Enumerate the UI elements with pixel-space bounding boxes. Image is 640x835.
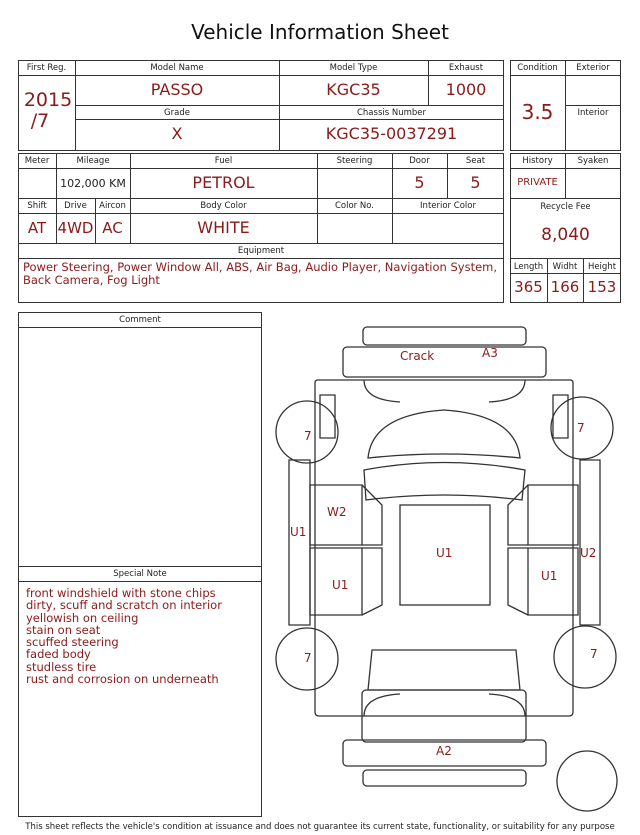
syaken-label: Syaken xyxy=(577,156,609,166)
interior-color-label: Interior Color xyxy=(420,201,476,211)
length-value: 365 xyxy=(514,278,543,296)
height-value: 153 xyxy=(587,278,617,296)
rear-window xyxy=(368,650,520,690)
front-bumper xyxy=(363,327,526,345)
aircon-value: AC xyxy=(102,219,123,237)
history-value: PRIVATE xyxy=(517,177,558,188)
special-note-item: yellowish on ceiling xyxy=(26,610,139,625)
first-reg-label: First Reg. xyxy=(26,63,67,73)
grade-label: Grade xyxy=(164,108,190,118)
tire-rear-right xyxy=(554,626,616,688)
shift-label: Shift xyxy=(27,201,47,211)
model-type-value: KGC35 xyxy=(326,80,381,99)
shift-value: AT xyxy=(27,219,47,237)
special-note-item: studless tire xyxy=(26,659,97,674)
model-type-label: Model Type xyxy=(329,63,378,73)
exterior-label: Exterior xyxy=(576,63,610,73)
right-front-door xyxy=(528,485,578,545)
special-note-item: dirty, scuff and scratch on interior xyxy=(26,598,222,613)
exhaust-label: Exhaust xyxy=(448,63,484,73)
mark-tire-fl: 7 xyxy=(304,429,312,443)
drive-label: Drive xyxy=(64,201,87,211)
rear-panel xyxy=(363,770,526,786)
mark-u1-rear-left: U1 xyxy=(332,578,349,592)
mark-tire-rl: 7 xyxy=(304,651,312,665)
grade-value: X xyxy=(171,124,183,143)
recycle-fee-value: 8,040 xyxy=(541,225,590,245)
interior-label: Interior xyxy=(577,108,609,118)
front-windshield xyxy=(368,410,520,458)
body-color-label: Body Color xyxy=(200,201,247,211)
comment-label: Comment xyxy=(119,315,161,325)
width-label: Widht xyxy=(552,262,578,272)
fuel-label: Fuel xyxy=(214,156,233,166)
chassis-number-label: Chassis Number xyxy=(356,108,427,118)
door-value: 5 xyxy=(414,173,425,192)
color-no-label: Color No. xyxy=(334,201,374,211)
mileage-label: Mileage xyxy=(76,156,110,166)
spare-tire xyxy=(557,751,617,811)
first-reg-year: 2015 xyxy=(23,89,73,111)
mark-a3: A3 xyxy=(482,346,498,360)
model-name-label: Model Name xyxy=(150,63,204,73)
meter-label: Meter xyxy=(24,156,50,166)
mark-w2: W2 xyxy=(327,505,347,519)
seat-label: Seat xyxy=(465,156,486,166)
exhaust-value: 1000 xyxy=(445,80,487,99)
first-reg-month: /7 xyxy=(30,110,50,132)
sheet-title: Vehicle Information Sheet xyxy=(191,20,449,44)
equipment-label: Equipment xyxy=(237,246,285,256)
special-note-label: Special Note xyxy=(113,569,167,579)
fuel-value: PETROL xyxy=(192,173,255,192)
equipment-value: Power Steering, Power Window All, ABS, Air Bag, Audio Player, Navigation System, Back Camera, Fog Light xyxy=(23,260,498,287)
special-note-item: stain on seat xyxy=(26,622,101,637)
steering-label: Steering xyxy=(336,156,373,166)
mileage-value: 102,000 KM xyxy=(60,177,126,190)
mark-u1-roof: U1 xyxy=(436,546,453,560)
seat-value: 5 xyxy=(470,173,481,192)
special-note-item: rust and corrosion on underneath xyxy=(26,672,219,687)
width-value: 166 xyxy=(550,278,580,296)
right-front-fender xyxy=(580,460,600,625)
mark-a2: A2 xyxy=(436,744,452,758)
mark-tire-fr: 7 xyxy=(577,421,585,435)
height-label: Height xyxy=(587,262,617,272)
recycle-fee-label: Recycle Fee xyxy=(540,202,591,212)
drive-value: 4WD xyxy=(57,219,94,237)
left-front-fender xyxy=(289,460,310,625)
body-color-value: WHITE xyxy=(197,218,250,237)
mark-tire-rr: 7 xyxy=(590,647,598,661)
disclaimer-footer: This sheet reflects the vehicle's condition at issuance and does not guarantee its current state, functionality, or suitability for any purpose xyxy=(25,822,615,832)
mark-u1-rear-right: U1 xyxy=(541,569,558,583)
special-note-item: faded body xyxy=(26,647,91,662)
hood xyxy=(343,347,546,377)
history-label: History xyxy=(522,156,553,166)
door-label: Door xyxy=(409,156,430,166)
mark-u2: U2 xyxy=(580,546,597,560)
car-damage-diagram xyxy=(268,320,630,820)
comment-box xyxy=(18,312,262,817)
special-note-item: front windshield with stone chips xyxy=(26,586,216,600)
special-note-item: scuffed steering xyxy=(26,635,119,650)
model-name-value: PASSO xyxy=(150,80,204,99)
mark-u1-left: U1 xyxy=(290,525,307,539)
special-note-list xyxy=(26,587,260,685)
condition-value: 3.5 xyxy=(521,100,554,124)
aircon-label: Aircon xyxy=(99,201,126,211)
mark-crack: Crack xyxy=(400,349,435,363)
length-label: Length xyxy=(513,262,544,272)
chassis-number-value: KGC35-0037291 xyxy=(325,124,458,143)
condition-label: Condition xyxy=(517,63,558,73)
